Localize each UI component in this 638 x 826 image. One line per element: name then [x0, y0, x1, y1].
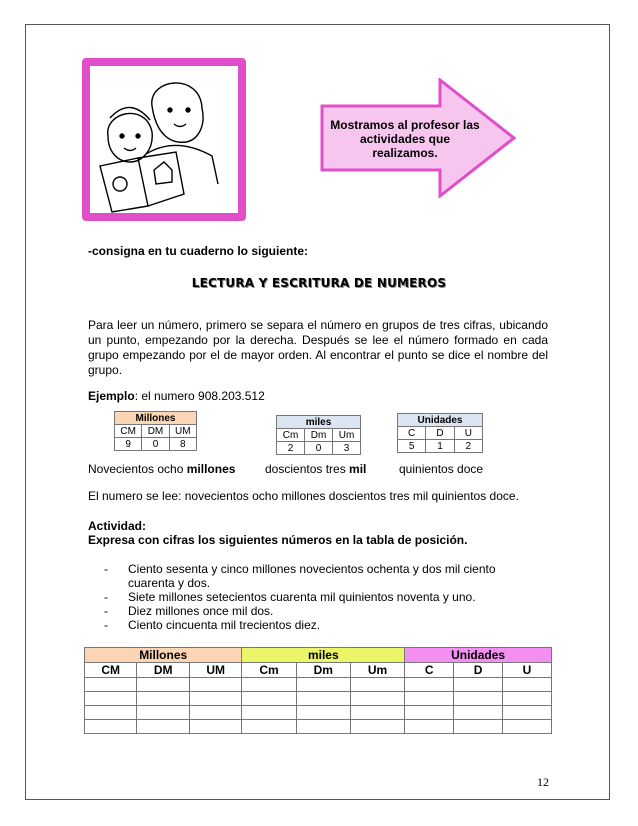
col-header: C [398, 427, 426, 440]
col-header: DM [137, 663, 189, 678]
col-header: Dm [296, 663, 350, 678]
table-row [85, 706, 552, 720]
list-item: - Ciento cincuenta mil trecientos diez. [104, 618, 524, 632]
digit-cell: 1 [426, 440, 454, 453]
digit-cell: 5 [398, 440, 426, 453]
col-header: DM [142, 425, 169, 438]
digit-cell: 8 [169, 438, 196, 451]
callout-text: Mostramos al profesor las actividades que realizamos. [330, 118, 480, 160]
mother-child-reading-image [90, 66, 238, 213]
activity-instruction: Expresa con cifras los siguientes números en la tabla de posición. [88, 533, 468, 547]
words-text: doscientos tres [265, 462, 350, 476]
col-header: C [405, 663, 454, 678]
col-header: CM [85, 663, 137, 678]
example-label: Ejemplo [88, 389, 135, 403]
group-header: Millones [115, 412, 197, 425]
col-header: D [426, 427, 454, 440]
col-header: Dm [305, 429, 333, 442]
words-unidades [399, 462, 483, 477]
words-miles [265, 462, 366, 477]
digit-cell: 0 [305, 442, 333, 455]
activity-title: Actividad: [88, 519, 147, 533]
digit-cell: 3 [333, 442, 361, 455]
words-bold: mil [349, 462, 367, 476]
list-item: - Diez millones once mil dos. [104, 604, 524, 618]
group-header-unidades: Unidades [405, 648, 552, 663]
col-header: Um [350, 663, 404, 678]
words-bold: millones [186, 462, 236, 476]
page-number: 12 [537, 775, 549, 789]
col-header: D [454, 663, 503, 678]
group-header-miles: miles [242, 648, 405, 663]
table-row [85, 720, 552, 734]
example-table-unidades [397, 413, 483, 453]
digit-cell: 9 [115, 438, 142, 451]
list-item: - Siete millones setecientos cuarenta mil quinientos noventa y uno. [104, 590, 524, 604]
words-text: Novecientos ocho [88, 462, 187, 476]
col-header: UM [189, 663, 241, 678]
col-header: U [502, 663, 551, 678]
read-line: El numero se lee: novecientos ocho millones doscientos tres mil quinientos doce. [88, 489, 519, 503]
col-header: CM [115, 425, 142, 438]
section-title: LECTURA Y ESCRITURA DE NUMEROS [191, 276, 447, 290]
col-header: UM [169, 425, 196, 438]
example-text: : el numero 908.203.512 [134, 389, 265, 403]
example-table-millones [114, 411, 197, 451]
example-table-miles [276, 415, 361, 455]
words-millones [88, 462, 235, 477]
position-table [84, 647, 552, 734]
list-item: - Ciento sesenta y cinco millones novecientos ochenta y dos mil ciento cuarenta y dos. [104, 562, 524, 590]
table-row [85, 678, 552, 692]
activity-list [104, 562, 524, 632]
table-row [85, 692, 552, 706]
example-line [88, 389, 265, 404]
consigna-text: -consigna en tu cuaderno lo siguiente: [88, 244, 309, 258]
explanation-paragraph: Para leer un número, primero se separa el número en grupos de tres cifras, ubicando un punto, empezando por la derecha. Después se lee el número formado en cada grupo empezando por el de mayor orden. Al encontrar el punto se dice el nombre del grupo. [88, 318, 548, 377]
digit-cell: 0 [142, 438, 169, 451]
col-header: Cm [277, 429, 305, 442]
digit-cell: 2 [277, 442, 305, 455]
digit-cell: 2 [454, 440, 482, 453]
col-header: U [454, 427, 482, 440]
col-header: Um [333, 429, 361, 442]
group-header-millones: Millones [85, 648, 242, 663]
words-text: quinientos doce [399, 462, 484, 476]
group-header: miles [277, 416, 361, 429]
reading-illustration [82, 58, 246, 221]
group-header: Unidades [398, 414, 483, 427]
col-header: Cm [242, 663, 296, 678]
